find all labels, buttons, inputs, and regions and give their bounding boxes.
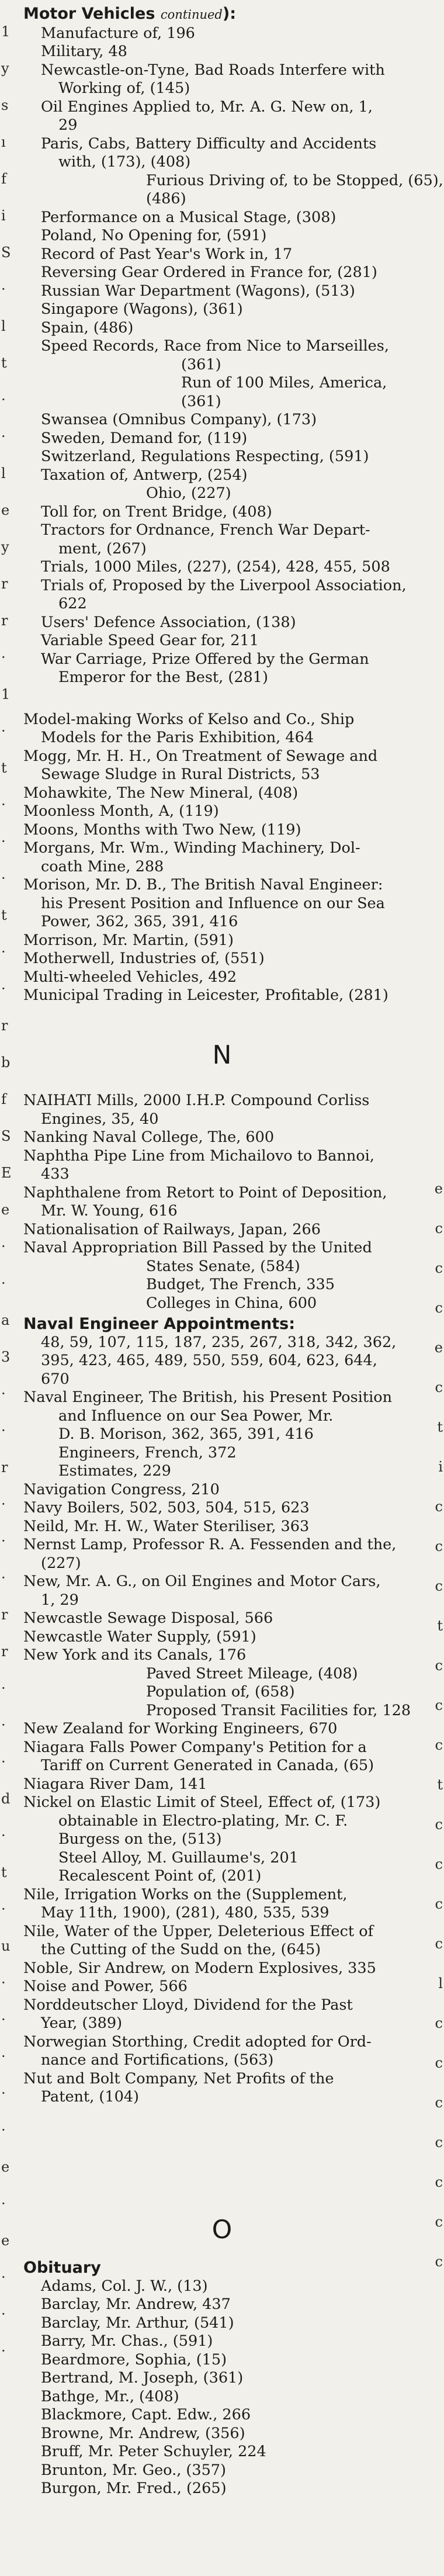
left-margin-fragment: · (1, 1496, 6, 1512)
section_n-lines2-line: D. B. Morison, 362, 365, 391, 416 (58, 1425, 314, 1443)
left-margin-fragment: r (1, 612, 8, 629)
left-margin-fragment: · (1, 649, 6, 666)
section_n-lines-line: Nanking Naval College, The, 600 (23, 1128, 275, 1146)
section_m-lines-line: Singapore (Wagons), (361) (41, 300, 243, 318)
left-margin-fragment: · (1, 392, 6, 408)
section_n-lines2-line: Population of, (658) (146, 1683, 295, 1701)
left-margin-fragment: t (1, 907, 7, 923)
obituary-entries (23, 2277, 436, 2498)
right-margin-fragment: c (435, 1936, 443, 1952)
section_m-lines-line: Poland, No Opening for, (591) (41, 227, 267, 244)
left-margin-fragment: · (1, 723, 6, 739)
section_n-lines2-line: the Cutting of the Sudd on the, (645) (41, 1941, 321, 1958)
section_m-lines-line: (486) (146, 190, 186, 207)
section_m-lines-line: Spain, (486) (41, 318, 134, 337)
left-margin-fragment: · (1, 944, 6, 960)
right-margin-fragment: c (435, 1657, 443, 1674)
section_m-lines-line: Sweden, Demand for, (119) (41, 429, 248, 447)
left-margin-fragment: · (1, 2196, 6, 2212)
left-margin-fragment: t (1, 355, 7, 371)
left-margin-fragment: · (1, 1422, 6, 1439)
section_m-lines-line: Trials, 1000 Miles, (227), (254), 428, 455, 508 (41, 558, 390, 576)
section_o-lines-line: Burgon, Mr. Fred., (265) (41, 2480, 227, 2497)
section_m-lines-line: (361) (181, 355, 221, 373)
section_n-lines2-line: Navigation Congress, 210 (23, 1480, 220, 1498)
section_m-lines-line: Speed Records, Race from Nice to Marseilles, (41, 337, 389, 355)
section-o (23, 2259, 436, 2498)
right-margin-fragment: e (434, 1180, 443, 1197)
section_m-lines-line: Oil Engines Applied to, Mr. A. G. New on, 1, (41, 98, 373, 116)
right-margin-fragment: c (435, 2055, 443, 2071)
right-margin-fragment: c (435, 2214, 443, 2230)
section_m-lines-line: Tractors for Ordnance, French War Depart- (41, 521, 370, 539)
section_o-lines-line: Barclay, Mr. Andrew, 437 (41, 2295, 231, 2313)
right-margin-fragment: c (435, 1697, 443, 1713)
section_m-lines-line: Variable Speed Gear for, 211 (41, 632, 259, 649)
right-margin-fragment: l (438, 1975, 443, 1992)
section_m-lines-line: coath Mine, 288 (41, 857, 164, 875)
right-margin-fragment: c (435, 1220, 443, 1237)
section_o-lines-line: Adams, Col. J. W., (13) (41, 2277, 208, 2295)
left-margin-fragment: · (1, 833, 6, 850)
heading-note: continued (160, 8, 223, 22)
section_n-lines-line: NAIHATI Mills, 2000 I.H.P. Compound Corliss (23, 1092, 370, 1109)
left-margin-fragment: e (1, 2232, 10, 2249)
section_o-lines-line: Bruff, Mr. Peter Schuyler, 224 (41, 2443, 266, 2460)
section_m-lines-line: Switzerland, Regulations Respecting, (591) (41, 448, 369, 465)
section_o-lines-line: Barry, Mr. Chas., (591) (41, 2332, 213, 2350)
right-margin-fragment: c (435, 2174, 443, 2190)
section_m-lines-line: 622 (58, 595, 87, 612)
n-entries (23, 1092, 436, 1313)
section_o-lines-line: Blackmore, Capt. Edw., 266 (41, 2406, 251, 2423)
section_n-lines2-line: Steel Alloy, M. Guillaume's, 201 (58, 1848, 299, 1867)
section_m-lines-line: Power, 362, 365, 391, 416 (41, 913, 238, 930)
section_m-lines-line: Emperor for the Best, (281) (58, 669, 268, 686)
section_n-lines2-line: 395, 423, 465, 489, 550, 559, 604, 623, 644, (41, 1352, 377, 1369)
section_m-lines-line: Newcastle-on-Tyne, Bad Roads Interfere with (41, 61, 385, 79)
left-margin-fragment: s (1, 97, 9, 113)
left-margin-fragment: y (1, 60, 9, 77)
section_n-lines-line: Colleges in China, 600 (146, 1294, 317, 1312)
right-margin-fragment: c (435, 1379, 443, 1396)
section_n-lines2-line: Burgess on the, (513) (58, 1830, 222, 1848)
left-margin-fragment: r (1, 1643, 8, 1660)
heading-naval-engineer-appointments: Naval Engineer Appointments: (23, 1315, 296, 1333)
left-margin-fragment: d (1, 1791, 11, 1807)
section_n-lines2-line: Nickel on Elastic Limit of Steel, Effect of, (173) (23, 1793, 381, 1811)
right-margin-fragment: c (435, 1260, 443, 1276)
section_m-lines-line: Furious Driving of, to be Stopped, (65), (146, 171, 443, 189)
left-margin-fragment: · (1, 2011, 6, 2028)
section_m-lines-line: War Carriage, Prize Offered by the German (41, 650, 369, 668)
section_n-lines2-line: Norddeutscher Lloyd, Dividend for the Past (23, 1996, 353, 2014)
section_m-lines-line: Swansea (Omnibus Company), (173) (41, 411, 317, 428)
section_m-lines-line: his Present Position and Influence on our Sea (41, 894, 385, 912)
left-margin-fragment: · (1, 1238, 6, 1255)
section_n-lines2-line: and Influence on our Sea Power, Mr. (58, 1407, 334, 1425)
left-margin-fragment: · (1, 2306, 6, 2322)
left-margin-fragment: e (1, 2159, 10, 2175)
left-margin-fragment: · (1, 2122, 6, 2138)
section_n-lines2-line: Newcastle Sewage Disposal, 566 (23, 1609, 273, 1627)
left-margin-fragment: · (1, 2048, 6, 2065)
section_n-lines2-line: Noble, Sir Andrew, on Modern Explosives, 335 (23, 1959, 376, 1977)
left-margin-fragment: r (1, 1017, 8, 1034)
right-margin-fragment: c (435, 2094, 443, 2111)
left-margin-fragment: · (1, 2085, 6, 2101)
left-margin-fragment: t (1, 1864, 7, 1881)
left-margin-fragment: · (1, 1717, 6, 1733)
section-letter-o: O (211, 2215, 233, 2245)
left-margin-fragment: t (1, 760, 7, 776)
section_n-lines2-line: New York and its Canals, 176 (23, 1646, 247, 1664)
left-margin-fragment: E (1, 1165, 12, 1181)
section_n-lines2-line: Niagara Falls Power Company's Petition for a (23, 1738, 367, 1756)
left-margin-fragment: · (1, 2343, 6, 2359)
right-margin-fragment: t (437, 1777, 443, 1793)
section_n-lines2-line: Nernst Lamp, Professor R. A. Fessenden and the, (23, 1536, 397, 1553)
section_m-lines-line: Moons, Months with Two New, (119) (23, 820, 301, 839)
section_n-lines2-line: New Zealand for Working Engineers, 670 (23, 1720, 338, 1737)
section_m-lines-line: Ohio, (227) (146, 484, 231, 502)
left-margin-fragment: r (1, 1606, 8, 1623)
section_n-lines2-line: Naval Engineer, The British, his Present Position (23, 1389, 393, 1406)
left-margin-fragment: · (1, 1275, 6, 1292)
section_n-lines2-line: Navy Boilers, 502, 503, 504, 515, 623 (23, 1499, 310, 1516)
section_n-lines2-line: Proposed Transit Facilities for, 128 (146, 1701, 411, 1719)
section_m-lines-line: Manufacture of, 196 (41, 24, 195, 42)
section_n-lines2-line: Nut and Bolt Company, Net Profits of the (23, 2069, 334, 2087)
left-margin-fragment: · (1, 1901, 6, 1917)
section_m-lines-line: Reversing Gear Ordered in France for, (281) (41, 264, 377, 281)
right-margin-fragment: c (435, 1300, 443, 1316)
section_n-lines2-line: Estimates, 229 (58, 1462, 171, 1480)
right-margin-fragment: c (435, 1737, 443, 1753)
section_n-lines2-line: Niagara River Dam, 141 (23, 1775, 207, 1793)
n-entries-2 (23, 1334, 436, 2107)
left-margin-fragment: e (1, 502, 10, 518)
right-margin-fragment: c (435, 1896, 443, 1912)
right-margin-fragment: c (435, 2134, 443, 2151)
left-margin-fragment: y (1, 539, 9, 555)
section_n-lines-line: Mr. W. Young, 616 (41, 1202, 178, 1220)
left-margin-fragment: S (1, 244, 11, 261)
section-m (23, 5, 443, 1005)
section_m-lines-line: Morison, Mr. D. B., The British Naval Engineer: (23, 876, 383, 894)
right-margin-fragment: c (435, 1816, 443, 1833)
right-margin-fragment: c (435, 1538, 443, 1554)
section_m-lines-line: Multi-wheeled Vehicles, 492 (23, 968, 237, 986)
section_n-lines2-line: Noise and Power, 566 (23, 1978, 188, 1995)
section_n-lines-line: Nationalisation of Railways, Japan, 266 (23, 1220, 321, 1238)
heading-text: Motor Vehicles (23, 5, 155, 23)
left-margin-fragment: f (1, 1091, 6, 1107)
section_m-lines-line: ment, (267) (58, 539, 147, 558)
left-margin-fragment: u (1, 1938, 11, 1954)
section_n-lines2-line: New, Mr. A. G., on Oil Engines and Motor Cars, (23, 1573, 381, 1590)
section_m-lines-line: Sewage Sludge in Rural Districts, 53 (41, 766, 320, 783)
left-margin-fragment: · (1, 428, 6, 445)
section_m-lines-line: Moonless Month, A, (119) (23, 802, 219, 820)
section_n-lines-line: Budget, The French, 335 (146, 1276, 335, 1293)
right-margin-fragment: c (435, 1578, 443, 1594)
section_n-lines-line: Naphtha Pipe Line from Michailovo to Bannoi, (23, 1147, 374, 1165)
section_m-lines-line: Mogg, Mr. H. H., On Treatment of Sewage and (23, 747, 378, 765)
section_n-lines2-line: Paved Street Mileage, (408) (146, 1664, 358, 1682)
left-margin-fragment: · (1, 797, 6, 813)
left-margin-fragment: · (1, 1754, 6, 1770)
section_n-lines2-line: 670 (41, 1370, 70, 1388)
section_n-lines2-line: (227) (41, 1554, 81, 1572)
section_m-lines-line: 29 (58, 116, 78, 134)
left-margin-fragment: 1 (1, 686, 11, 702)
left-margin-fragment: ı (1, 134, 6, 150)
right-margin-fragment: c (435, 1856, 443, 1872)
section_o-lines-line: Barclay, Mr. Arthur, (541) (41, 2314, 234, 2332)
section_n-lines2-line: Engineers, French, 372 (58, 1443, 237, 1462)
left-margin-fragment: a (1, 1312, 10, 1328)
left-margin-fragment: f (1, 171, 6, 187)
section_n-lines2-line: Nile, Water of the Upper, Deleterious Effect of (23, 1922, 374, 1940)
section_m-lines-line: Users' Defence Association, (138) (41, 613, 296, 631)
section_m-lines-line: with, (173), (408) (58, 153, 191, 171)
section_n-lines2-line: Patent, (104) (41, 2088, 140, 2106)
left-margin-fragment: 1 (1, 23, 11, 40)
section-n (23, 1092, 436, 2107)
section_n-lines2-line: 1, 29 (41, 1591, 79, 1609)
section_n-lines2-line: May 11th, 1900), (281), 480, 535, 539 (41, 1904, 329, 1921)
section_m-lines-line: Trials of, Proposed by the Liverpool Association, (41, 576, 407, 594)
left-margin-fragment: l (1, 318, 6, 334)
left-margin-fragment: · (1, 1570, 6, 1586)
section_n-lines-line: Naphthalene from Retort to Point of Deposition, (23, 1183, 387, 1202)
right-margin-fragment: t (437, 1618, 443, 1634)
left-margin-fragment: i (1, 207, 6, 224)
left-margin-fragment: · (1, 1533, 6, 1549)
section_m-lines-line: Record of Past Year's Work in, 17 (41, 245, 293, 263)
section_m-lines-line: Taxation of, Antwerp, (254) (41, 466, 248, 484)
right-margin-fragment: c (435, 1498, 443, 1515)
left-margin-fragment: S (1, 1128, 11, 1144)
left-margin-fragment: · (1, 281, 6, 297)
section_m-lines-line: Run of 100 Miles, America, (181, 374, 387, 392)
section_o-lines-line: Brunton, Mr. Geo., (357) (41, 2461, 226, 2479)
section_m-lines-line: (361) (181, 392, 221, 410)
section_m-lines-line: Performance on a Musical Stage, (308) (41, 208, 337, 226)
section_n-lines2-line: Recalescent Point of, (201) (58, 1867, 262, 1885)
left-margin-fragment: r (1, 576, 8, 592)
section-letter-n: N (212, 1040, 232, 1070)
right-margin-fragment: c (435, 2253, 443, 2270)
left-margin-fragment: l (1, 465, 6, 482)
heading-obituary: Obituary (23, 2259, 101, 2277)
section_m-lines-line: Model-making Works of Kelso and Co., Ship (23, 710, 355, 728)
left-margin-fragment: · (1, 1680, 6, 1696)
section_o-lines-line: Beardmore, Sophia, (15) (41, 2350, 227, 2369)
section_m-lines-line: Toll for, on Trent Bridge, (408) (41, 503, 272, 521)
right-margin-fragment: i (438, 1459, 443, 1475)
section_m-lines-line: Working of, (145) (58, 79, 190, 97)
section_o-lines-line: Browne, Mr. Andrew, (356) (41, 2424, 245, 2442)
section_m-lines-line: Military, 48 (41, 43, 127, 60)
section_n-lines2-line: nance and Fortifications, (563) (41, 2051, 274, 2069)
left-margin-fragment: · (1, 981, 6, 997)
section_n-lines-line: Engines, 35, 40 (41, 1110, 159, 1128)
section_n-lines-line: Naval Appropriation Bill Passed by the United (23, 1239, 372, 1256)
heading-motor-vehicles: Motor Vehicles continued): (23, 5, 237, 23)
section_m-lines-line: Motherwell, Industries of, (551) (23, 950, 265, 967)
right-margin-fragment: t (437, 1419, 443, 1435)
left-margin-fragment: b (1, 1054, 11, 1071)
left-margin-fragment: 3 (1, 1349, 11, 1365)
left-margin-fragment: e (1, 1202, 10, 1218)
section_n-lines2-line: Newcastle Water Supply, (591) (23, 1628, 256, 1646)
section_n-lines2-line: Norwegian Storthing, Credit adopted for Ord- (23, 2033, 372, 2051)
section_n-lines-line: 433 (41, 1165, 70, 1183)
section_o-lines-line: Bathge, Mr., (408) (41, 2387, 179, 2405)
section_m-lines-line: Paris, Cabs, Battery Difficulty and Accidents (41, 134, 377, 153)
motor-vehicle-entries (23, 24, 443, 1005)
left-margin-fragment: r (1, 1459, 8, 1476)
left-margin-fragment: · (1, 2269, 6, 2286)
section_m-lines-line: Morrison, Mr. Martin, (591) (23, 931, 234, 949)
section_n-lines2-line: Neild, Mr. H. W., Water Steriliser, 363 (23, 1517, 310, 1535)
section_m-lines-line: Mohawkite, The New Mineral, (408) (23, 784, 299, 802)
right-margin-fragment: c (435, 2015, 443, 2031)
section_m-lines-line: Russian War Department (Wagons), (513) (41, 282, 355, 300)
section_n-lines2-line: 48, 59, 107, 115, 187, 235, 267, 318, 342, 362, (41, 1333, 397, 1351)
left-margin-fragment: · (1, 1827, 6, 1844)
section_n-lines2-line: Nile, Irrigation Works on the (Supplement, (23, 1885, 348, 1903)
section_m-lines-line (23, 687, 436, 711)
left-margin-fragment: · (1, 1386, 6, 1402)
section_n-lines2-line: obtainable in Electro-plating, Mr. C. F. (58, 1812, 348, 1830)
section_o-lines-line: Bertrand, M. Joseph, (361) (41, 2369, 244, 2387)
section_m-lines-line: Morgans, Mr. Wm., Winding Machinery, Dol- (23, 839, 360, 857)
right-margin-fragment: e (434, 1339, 443, 1356)
section_n-lines-line: States Senate, (584) (146, 1257, 300, 1275)
section_m-lines-line: Models for the Paris Exhibition, 464 (41, 729, 314, 746)
left-margin-fragment: · (1, 870, 6, 887)
section_m-lines-line: Municipal Trading in Leicester, Profitable, (281) (23, 986, 388, 1004)
section_n-lines2-line: Year, (389) (41, 2014, 123, 2032)
section_n-lines2-line: Tariff on Current Generated in Canada, (65) (41, 1757, 374, 1774)
left-margin-fragment: · (1, 1975, 6, 1991)
